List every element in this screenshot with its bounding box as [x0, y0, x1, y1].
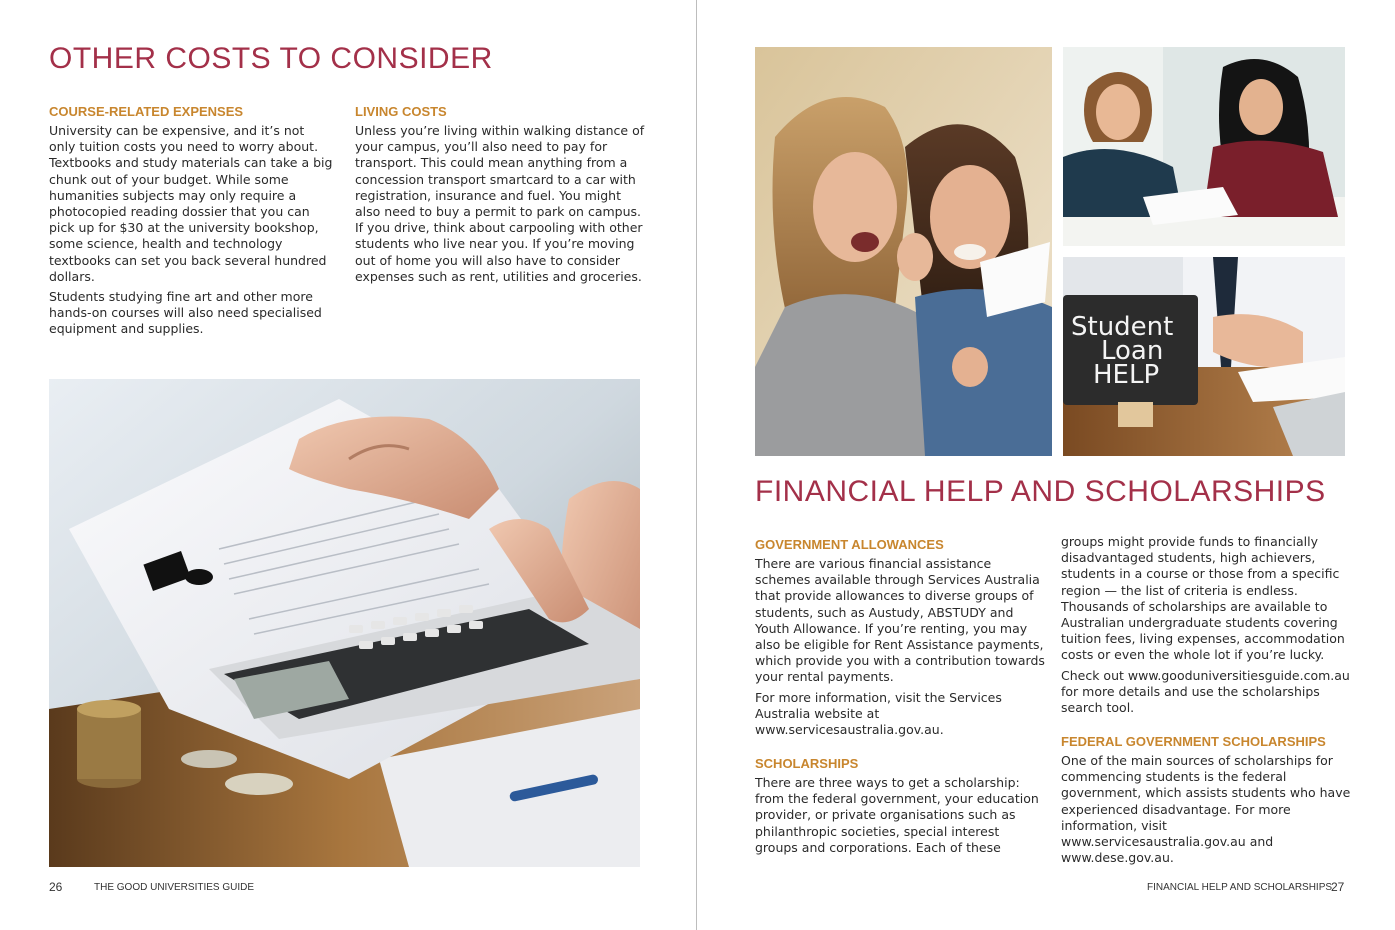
- heading-living-costs: LIVING COSTS: [355, 104, 447, 119]
- scholarships-continued-paragraph-2: Check out www.gooduniversitiesguide.com.au for more details and use the scholarships search tool.: [1061, 667, 1350, 716]
- page-number-left: 26: [49, 880, 63, 894]
- footer-left: THE GOOD UNIVERSITIES GUIDE: [94, 882, 255, 893]
- sign-text-help: HELP: [1093, 360, 1160, 390]
- page-number-right: 27: [1331, 880, 1345, 894]
- government-allowances-paragraph-2: For more information, visit the Services Australia website at www.servicesaustralia.gov.au.: [755, 689, 1002, 738]
- government-allowances-text: [755, 556, 1045, 742]
- heading-scholarships: SCHOLARSHIPS: [755, 756, 859, 771]
- scholarships-paragraph-1: There are three ways to get a scholarship: from the federal government, your education provider, or private organisations such as philanthropic societies, special interest groups and corporations. Each of these: [755, 775, 1039, 855]
- heading-government-allowances: GOVERNMENT ALLOWANCES: [755, 537, 944, 552]
- page-title-other-costs: OTHER COSTS TO CONSIDER: [49, 42, 493, 75]
- living-costs-text: [355, 123, 645, 289]
- heading-federal-government-scholarships: FEDERAL GOVERNMENT SCHOLARSHIPS: [1061, 734, 1326, 749]
- heading-course-related-expenses: COURSE-RELATED EXPENSES: [49, 104, 244, 119]
- calculator-paperwork-photo: [49, 379, 640, 867]
- sign-text-loan: Loan: [1101, 336, 1164, 366]
- scholarships-continued-paragraph-1: groups might provide funds to financially disadvantaged students, high achievers, students in a course or those from a specific region — the list of criteria is endless. Thousands of scholarships are available to Australian undergraduate students covering tuition fees, living expenses, accommodation costs or even the whole lot if you’re lucky.: [1061, 534, 1345, 663]
- spine-divider: [696, 0, 697, 930]
- advisor-meeting-photo: [1063, 47, 1345, 246]
- scholarships-continued-text: [1061, 534, 1351, 720]
- course-expenses-text: [49, 123, 333, 342]
- page-title-financial-help: FINANCIAL HELP AND SCHOLARSHIPS: [755, 475, 1326, 508]
- course-expenses-paragraph-2: Students studying fine art and other more hands-on courses will also need specialised equipment and supplies.: [49, 289, 322, 337]
- federal-scholarships-text: [1061, 753, 1351, 870]
- sign-text-student: Student: [1071, 312, 1174, 342]
- federal-scholarships-paragraph-1: One of the main sources of scholarships for commencing students is the federal government, which assists students who have experienced disadvantage. For more information, visit www.servicesaustralia.gov.au and www.dese.gov.au.: [1061, 753, 1351, 866]
- student-loan-help-photo: [1063, 257, 1345, 456]
- government-allowances-paragraph-1: There are various financial assistance schemes available through Services Australia that provide allowances to diverse groups of students, such as Austudy, ABSTUDY and Youth Allowance. If you’re renting, you may also be eligible for Rent Assistance payments, which provide you with a contribution towards your rental payments.: [755, 556, 1045, 685]
- living-costs-paragraph-1: Unless you’re living within walking distance of your campus, you’ll also need to pay for transport. This could mean anything from a concession transport smartcard to a car with registration, insurance and fuel. You might also need to buy a permit to park on campus. If you drive, think about carpooling with other students who live near you. If you’re moving out of home you will also have to consider expenses such as rent, utilities and groceries.: [355, 123, 645, 284]
- scholarships-text: [755, 775, 1045, 860]
- course-expenses-paragraph-1: University can be expensive, and it’s not only tuition costs you need to worry about. Textbooks and study materials can take a big chunk out of your budget. While some humanities subjects may only require a photocopied reading dossier that you can pick up for $30 at the university bookshop, some science, health and technology textbooks can set you back several hundred dollars.: [49, 123, 333, 284]
- footer-right: FINANCIAL HELP AND SCHOLARSHIPS: [1147, 882, 1333, 893]
- celebrating-students-photo: [755, 47, 1052, 456]
